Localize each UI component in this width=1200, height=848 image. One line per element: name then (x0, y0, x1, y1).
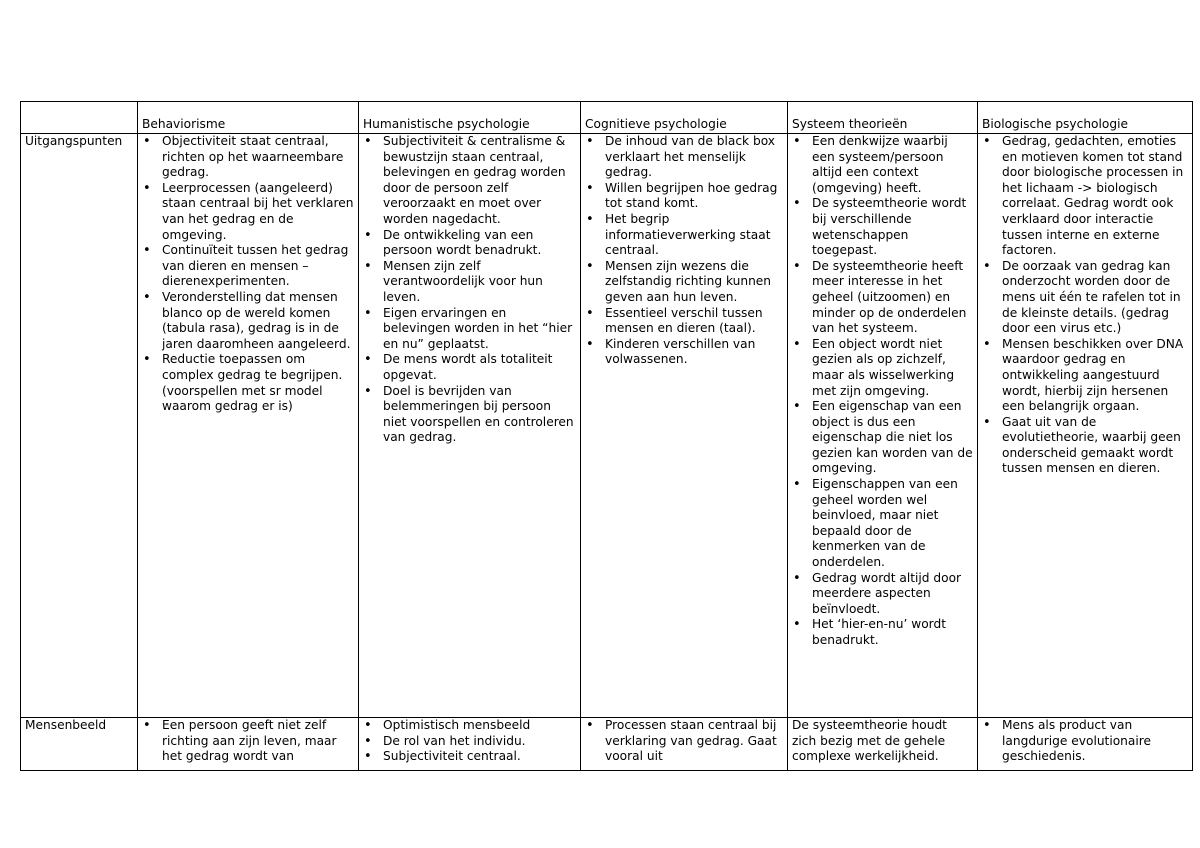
list-item-text: De systeemtheorie heeft meer interesse in het geheel (uitzoomen) en minder op de onderdelen van het systeem. (812, 258, 967, 336)
bullet-icon: • (364, 352, 372, 368)
cell-behaviorisme (138, 134, 359, 718)
bullet-list (585, 134, 783, 368)
list-item (982, 134, 1188, 259)
bullet-icon: • (586, 134, 594, 149)
list-item (363, 306, 576, 353)
bullet-icon: • (143, 243, 151, 259)
list-item (792, 134, 973, 196)
cell-humanistische (359, 134, 581, 718)
list-item (363, 134, 576, 228)
list-item (363, 352, 576, 383)
list-item (142, 243, 354, 290)
bullet-icon: • (364, 383, 372, 399)
bullet-icon: • (143, 134, 151, 149)
cell-systeem (788, 134, 978, 718)
bullet-list (982, 718, 1188, 765)
list-item-text: De oorzaak van gedrag kan onderzocht worden door de mens uit één te rafelen tot in de kleinste details. (gedrag door een virus etc.) (1002, 258, 1181, 336)
list-item-text: Willen begrijpen hoe gedrag tot stand komt. (605, 180, 778, 211)
list-item (585, 337, 783, 368)
row-label-uitgangspunten: Uitgangspunten (21, 134, 138, 718)
list-item-text: De inhoud van de black box verklaart het menselijk gedrag. (605, 134, 776, 180)
list-item (792, 617, 973, 648)
list-item (585, 134, 783, 181)
list-item-text: Het begrip informatieverwerking staat centraal. (605, 211, 771, 258)
bullet-icon: • (143, 289, 151, 305)
list-item (792, 571, 973, 618)
cell-systeem (788, 718, 978, 771)
list-item-text: Eigen ervaringen en belevingen worden in het “hier en nu” geplaatst. (383, 305, 573, 351)
bullet-icon: • (364, 134, 372, 149)
list-item (982, 337, 1188, 415)
list-item-text: Objectiviteit staat centraal, richten op het waarneembare gedrag. (162, 134, 344, 180)
list-item-text: Een persoon geeft niet zelf richting aan zijn leven, maar het gedrag wordt van (162, 718, 337, 764)
bullet-list (792, 134, 973, 649)
list-item (792, 259, 973, 337)
cell-cognitieve (581, 718, 788, 771)
cell-biologische (978, 718, 1193, 771)
list-item (792, 399, 973, 477)
bullet-icon: • (983, 134, 991, 149)
list-item (585, 212, 783, 259)
bullet-icon: • (143, 352, 151, 368)
list-item-text: De systeemtheorie wordt bij verschillende wetenschappen toegepast. (812, 196, 967, 258)
list-item (585, 181, 783, 212)
bullet-list (363, 134, 576, 446)
bullet-icon: • (586, 336, 594, 352)
cell-humanistische (359, 718, 581, 771)
list-item (792, 477, 973, 571)
bullet-icon: • (793, 477, 801, 493)
list-item-text: Processen staan centraal bij verklaring van gedrag. Gaat vooral uit (605, 718, 777, 764)
header-behaviorisme: Behaviorisme (138, 102, 359, 134)
bullet-icon: • (364, 227, 372, 243)
list-item (982, 718, 1188, 765)
list-item (142, 134, 354, 181)
bullet-icon: • (364, 749, 372, 765)
list-item-text: Een eigenschap van een object is dus een eigenschap die niet los gezien kan worden van de omgeving. (812, 399, 973, 476)
bullet-list (142, 134, 354, 415)
bullet-icon: • (793, 399, 801, 415)
list-item-text: Essentieel verschil tussen mensen en dieren (taal). (605, 305, 763, 336)
bullet-icon: • (143, 180, 151, 196)
bullet-icon: • (983, 718, 991, 733)
list-item-text: Reductie toepassen om complex gedrag te begrijpen. (voorspellen met sr model waarom gedrag er is) (162, 352, 343, 414)
list-item (585, 718, 783, 765)
bullet-icon: • (586, 258, 594, 274)
bullet-icon: • (793, 570, 801, 586)
list-item-text: Subjectiviteit & centralisme & bewustzijn staan centraal, belevingen en gedrag worden door de persoon zelf veroorzaakt en moet over worden nagedacht. (383, 134, 566, 226)
cell-text: De systeemtheorie houdt zich bezig met de gehele complexe werkelijkheid. (792, 718, 947, 764)
cell-cognitieve (581, 134, 788, 718)
list-item (142, 290, 354, 352)
bullet-icon: • (586, 211, 594, 227)
bullet-icon: • (793, 196, 801, 212)
list-item-text: Continuïteit tussen het gedrag van dieren en mensen – dierenexperimenten. (162, 243, 349, 289)
comparison-table (20, 101, 1193, 771)
list-item-text: Eigenschappen van een geheel worden wel beinvloed, maar niet bepaald door de kenmerken van de onderdelen. (812, 477, 958, 570)
bullet-icon: • (793, 336, 801, 352)
list-item (585, 259, 783, 306)
list-item-text: Het ‘hier-en-nu’ wordt benadrukt. (812, 617, 946, 647)
header-cell-empty (21, 102, 138, 134)
header-humanistische: Humanistische psychologie (359, 102, 581, 134)
list-item (792, 196, 973, 258)
bullet-icon: • (793, 258, 801, 274)
header-row (21, 102, 1193, 134)
bullet-icon: • (364, 258, 372, 274)
table-row (21, 134, 1193, 718)
list-item (363, 259, 576, 306)
list-item (792, 337, 973, 399)
list-item-text: Gedrag, gedachten, emoties en motieven komen tot stand door biologische processen in het lichaam -> biologisch correlaat. Gedrag wordt ook verklaard door interactie tussen interne en externe factoren. (1002, 134, 1184, 258)
bullet-icon: • (364, 733, 372, 749)
list-item (142, 718, 354, 765)
list-item-text: Leerprocessen (aangeleerd) staan centraal bij het verklaren van het gedrag en de omgeving. (162, 180, 354, 242)
header-biologische: Biologische psychologie (978, 102, 1193, 134)
bullet-icon: • (364, 718, 372, 733)
bullet-list (982, 134, 1188, 477)
list-item (982, 415, 1188, 477)
bullet-list (585, 718, 783, 765)
list-item (363, 718, 576, 734)
list-item-text: De ontwikkeling van een persoon wordt benadrukt. (383, 227, 542, 258)
list-item (982, 259, 1188, 337)
bullet-icon: • (793, 617, 801, 633)
bullet-list (142, 718, 354, 765)
bullet-icon: • (983, 258, 991, 274)
list-item-text: De rol van het individu. (383, 733, 526, 748)
list-item-text: Optimistisch mensbeeld (383, 718, 531, 732)
bullet-icon: • (364, 305, 372, 321)
list-item-text: Mensen beschikken over DNA waardoor gedrag en ontwikkeling aangestuurd wordt, hierbij zijn hersenen een belangrijk orgaan. (1002, 336, 1184, 414)
list-item-text: Veronderstelling dat mensen blanco op de wereld komen (tabula rasa), gedrag is in de jaren daaromheen aangeleerd. (162, 289, 351, 351)
list-item-text: Een object wordt niet gezien als op zichzelf, maar als wisselwerking met zijn omgeving. (812, 336, 955, 398)
bullet-icon: • (586, 180, 594, 196)
list-item (363, 384, 576, 446)
list-item-text: Gedrag wordt altijd door meerdere aspecten beïnvloedt. (812, 570, 962, 616)
list-item (363, 734, 576, 750)
list-item-text: Kinderen verschillen van volwassenen. (605, 336, 756, 367)
list-item-text: Mensen zijn wezens die zelfstandig richting kunnen geven aan hun leven. (605, 258, 772, 304)
bullet-list (363, 718, 576, 765)
list-item (585, 306, 783, 337)
list-item-text: Subjectiviteit centraal. (383, 749, 521, 764)
cell-behaviorisme (138, 718, 359, 771)
list-item-text: Gaat uit van de evolutietheorie, waarbij geen onderscheid gemaakt wordt tussen mensen en dieren. (1002, 414, 1181, 476)
list-item (142, 352, 354, 414)
list-item-text: Mensen zijn zelf verantwoordelijk voor hun leven. (383, 258, 543, 304)
list-item-text: Een denkwijze waarbij een systeem/persoon altijd een context (omgeving) heeft. (812, 134, 948, 195)
bullet-icon: • (586, 305, 594, 321)
list-item-text: Mens als product van langdurige evolutionaire geschiedenis. (1002, 718, 1151, 764)
list-item (363, 228, 576, 259)
bullet-icon: • (143, 718, 151, 733)
header-cognitieve: Cognitieve psychologie (581, 102, 788, 134)
bullet-icon: • (793, 134, 801, 149)
table-row (21, 718, 1193, 771)
header-systeem: Systeem theorieën (788, 102, 978, 134)
row-label-mensenbeeld: Mensenbeeld (21, 718, 138, 771)
bullet-icon: • (586, 718, 594, 733)
list-item-text: Doel is bevrijden van belemmeringen bij persoon niet voorspellen en controleren van gedrag. (383, 383, 574, 445)
cell-biologische (978, 134, 1193, 718)
list-item (363, 749, 576, 765)
list-item-text: De mens wordt als totaliteit opgevat. (383, 352, 553, 382)
list-item (142, 181, 354, 243)
bullet-icon: • (983, 414, 991, 430)
bullet-icon: • (983, 336, 991, 352)
